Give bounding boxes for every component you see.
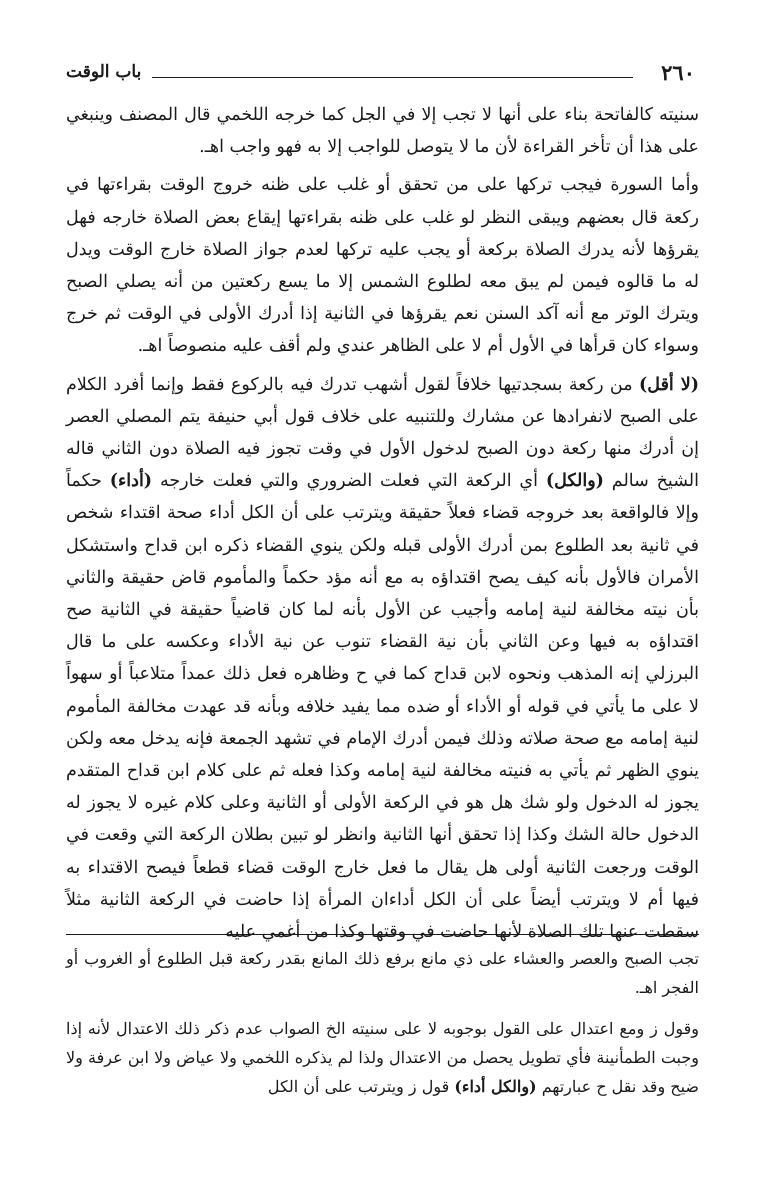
bold-term: (والكل أداء) xyxy=(454,1077,537,1096)
footnote-separator xyxy=(66,934,699,935)
paragraph-text: حكماً وإلا فالواقعة بعد خروجه قضاء فعلاً حقيقة ويترتب على أن الكل أداء صحة اقتداء شخص في ثانية بعد الطلوع بمن أدرك الأولى قبله ولكن ينوي القضاء ذكره ابن قداح واستشكل الأمران فالأول بأنه كيف يصح اقتداؤه به مع أنه مؤد حكماً والمأموم قاض حقيقة والثاني بأن نيته مخالفة لنية إمامه وأجيب عن الأول بأنه لما كان قاضياً حقيقة في الثانية صح اقتداؤه به فيها وعن الثاني بأن نية القضاء تنوب عن نية الأداء وعكسه على ما قال البرزلي إنه المذهب ونحوه لابن قداح كما في ح وظاهره فعل ذلك عمداً متلاعباً أو سهواً لا على ما يأتي في قوله أو الأداء أو ضده مما يفيد خلافه وبأنه قد عهدت مخالفة المأموم لنية إمامه مع صحة صلاته وذلك فيمن أدرك الإمام في تشهد الجمعة فإنه يدخل معه ولكن ينوي الظهر ثم يأتي به فنيته مخالفة لنية إمامه وكذا فعله ثم على كلام ابن قداح المتقدم يجوز له الدخول ولو شك هل هو في الركعة الأولى أو الثانية وعلى كلام غيره لا يجوز له الدخول حالة الشك وكذا إذا تحقق أنها الثانية وانظر لو تبين بطلان الركعة التي وقعت في الوقت ورجعت الثانية أولى هل يقال ما فعل خارج الوقت قضاء قطعاً فيصح الاقتداء به فيها أم لا ويترتب أيضاً على أن الكل أداءان المرأة إذا حاضت في الركعة الثانية مثلاً سقطت عنها تلك الصلاة لأنها حاضت في وقتها وكذا من أغمي عليه xyxy=(66,471,699,943)
paragraph-text: أي الركعة التي فعلت الضروري والتي فعلت خارجه xyxy=(152,471,546,492)
page-header xyxy=(62,60,703,86)
bold-term: (لا أقل) xyxy=(639,374,699,395)
paragraph: وأما السورة فيجب تركها على من تحقق أو غلب على ظنه خروج الوقت بقراءتها في ركعة قال بعضهم ويبقى النظر لو غلب على ظنه بقراءتها إيقاع بعض الصلاة خارجه فهل يقرؤها لأنه يدرك الصلاة بركعة أو يجب عليه تركها لعدم جواز الصلاة خارج الوقت ويدل له ما قالوه فيمن لم يبق معه لطلوع الشمس إلا ما يسع ركعتين من أنه يصلي الصبح ويترك الوتر مع أنه آكد السنن نعم يقرؤها في الثانية إذا أدرك الأولى في الوقت ثم خرج وسواء كان قرأها في الأول أم لا على الظاهر عندي ولم أقف عليه منصوصاً اهـ. xyxy=(66,175,699,357)
footnote-text: وقول ز ومع اعتدال على القول بوجوبه لا على سنيته الخ الصواب عدم ذكر ذلك الاعتدال لأنه إذا وجبت الطمأنينة فأي تطويل يحصل من الاعتدال ولذا لم يذكره اللخمي ولا عياض ولا ابن عرفة ولا ضيح وقد نقل ح عبارتهم xyxy=(66,1019,699,1096)
bold-term: (أداء) xyxy=(109,471,153,492)
header-rule xyxy=(152,77,633,78)
running-title: باب الوقت xyxy=(66,62,142,82)
footnotes xyxy=(66,944,699,1101)
footnote-text: قول ز ويترتب على أن الكل xyxy=(267,1077,455,1096)
bold-term: (والكل) xyxy=(545,471,604,492)
footnote: تجب الصبح والعصر والعشاء على ذي مانع برفع ذلك المانع بقدر ركعة قبل الطلوع أو الغروب أو الفجر اهـ. xyxy=(66,949,699,997)
footnote xyxy=(66,1014,699,1101)
main-text xyxy=(66,99,699,948)
paragraph xyxy=(66,369,699,949)
paragraph: سنيته كالفاتحة بناء على أنها لا تجب إلا في الجل كما خرجه اللخمي قال المصنف وينبغي على هذا أن تأخر القراءة لأن ما لا يتوصل للواجب إلا به فهو واجب اهـ. xyxy=(66,105,699,158)
paragraph-text: من ركعة بسجدتيها خلافاً لقول أشهب تدرك فيه بالركوع فقط وإنما أفرد الكلام على الصبح لانفرادها عن مشارك وللتنبيه على خلاف قول أبي حنيفة يتم المصلي العصر إن أدرك منها ركعة دون الصبح لدخول الأول في وقت تجوز فيه الصلاة دون الثاني قاله الشيخ سالم xyxy=(66,374,699,492)
page-number: ٢٦٠ xyxy=(661,60,695,85)
